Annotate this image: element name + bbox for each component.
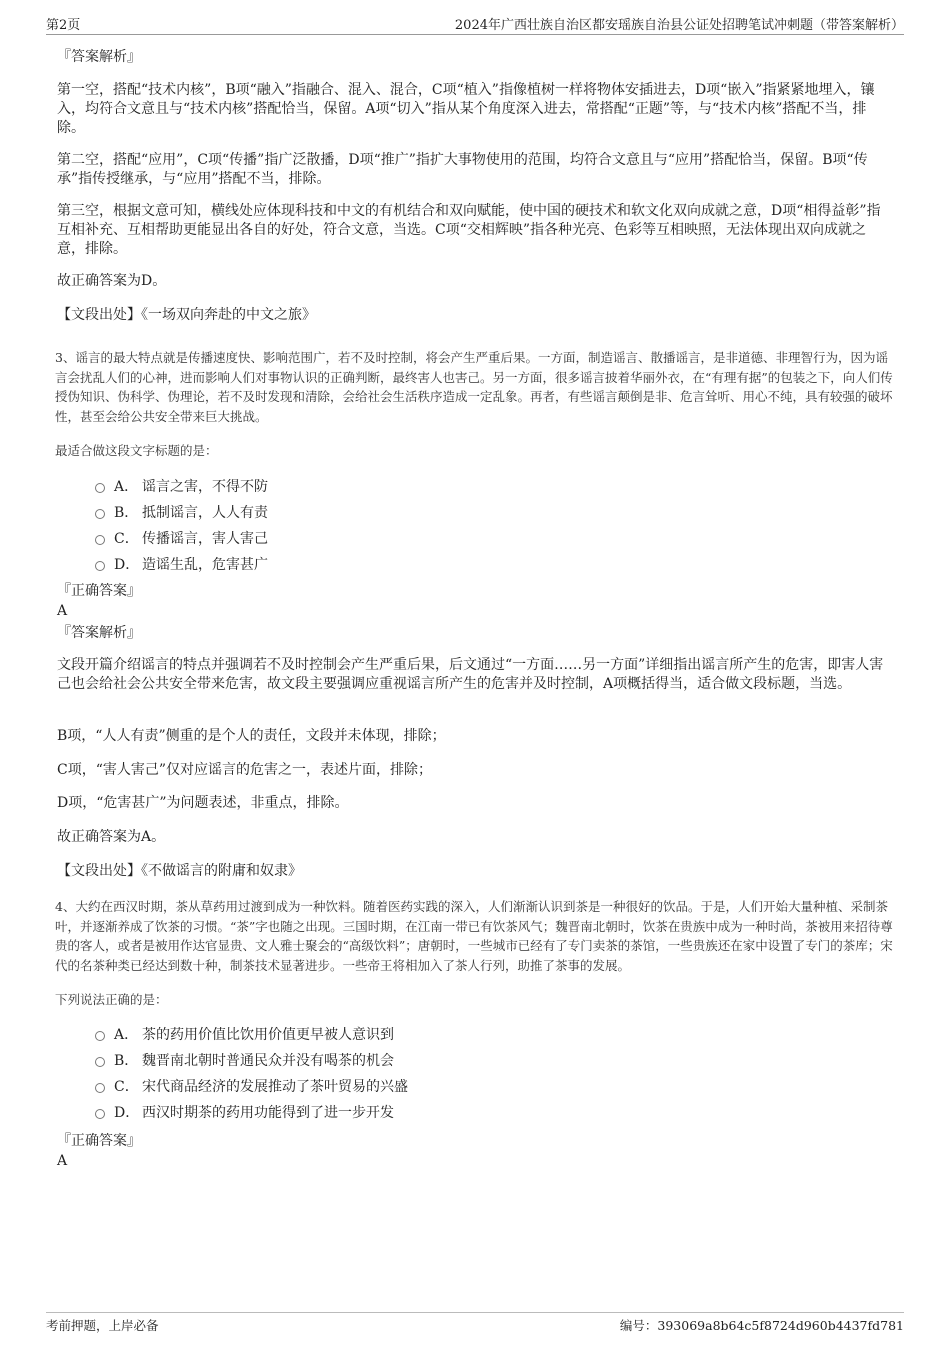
q3-passage: 3、谣言的最大特点就是传播速度快、影响范围广，若不及时控制，将会产生严重后果。一方面，制造谣言、散播谣言，是非道德、非理智行为，因为谣言会扰乱人们的心神，进而影响人们对事物认识的正确判断，最终害人也害己。另一方面，很多谣言披着华丽外衣，在“有理有据”的包装之下，向人们传授伪知识、伪科学、伪理论，若不及时发现和清除，会给社会生活秩序造成一定乱象。再者，有些谣言颠倒是非、危言耸听、用心不纯，具有较强的破坏性，甚至会给公共安全带来巨大挑战。 — [55, 350, 893, 424]
q3-answer-label: 『正确答案』 — [57, 583, 141, 599]
radio-icon[interactable] — [95, 1031, 105, 1041]
q4-option-a[interactable]: A． 茶的药用价值比饮用价值更早被人意识到 — [95, 1026, 394, 1045]
page-header — [46, 14, 904, 35]
q3-analysis-p4: D项，“危害甚广”为问题表述，非重点，排除。 — [57, 795, 349, 811]
q3-option-b[interactable]: B． 抵制谣言，人人有责 — [95, 504, 268, 523]
radio-icon[interactable] — [95, 483, 105, 493]
q2-analysis-label: 『答案解析』 — [57, 49, 141, 65]
q2-source: 【文段出处】《一场双向奔赴的中文之旅》 — [57, 307, 316, 323]
q2-analysis-p2: 第二空，搭配“应用”，C项“传播”指广泛散播，D项“推广”指扩大事物使用的范围，均符合文意且与“应用”搭配恰当，保留。B项“传承”指传授继承，与“应用”搭配不当，排除。 — [57, 152, 868, 187]
radio-icon[interactable] — [95, 535, 105, 545]
q4-option-b[interactable]: B． 魏晋南北朝时普通民众并没有喝茶的机会 — [95, 1052, 394, 1071]
q2-analysis-p1: 第一空，搭配“技术内核”，B项“融入”指融合、混入、混合，C项“植入”指像植树一样将物体安插进去，D项“嵌入”指紧紧地埋入，镶入，均符合文意且与“技术内核”搭配恰当，保留。A项“切入”指从某个角度深入进去，常搭配“正题”等，与“技术内核”搭配不当，排除。 — [57, 82, 875, 136]
q3-analysis-label: 『答案解析』 — [57, 625, 141, 641]
q3-option-a[interactable]: A． 谣言之害，不得不防 — [95, 478, 268, 497]
page-number: 第2页 — [46, 18, 81, 33]
page-footer — [46, 1312, 904, 1338]
q4-prompt: 下列说法正确的是： — [55, 992, 168, 1007]
radio-icon[interactable] — [95, 509, 105, 519]
q4-answer-label: 『正确答案』 — [57, 1133, 141, 1149]
document-id: 编号：393069a8b64c5f8724d960b4437fd781 — [619, 1318, 904, 1333]
q3-source: 【文段出处】《不做谣言的附庸和奴隶》 — [57, 863, 302, 879]
radio-icon[interactable] — [95, 1057, 105, 1067]
document-title: 2024年广西壮族自治区都安瑶族自治县公证处招聘笔试冲刺题（带答案解析） — [454, 18, 904, 33]
q3-analysis-p1: 文段开篇介绍谣言的特点并强调若不及时控制会产生严重后果，后文通过“一方面……另一方面”详细指出谣言所产生的危害，即害人害己也会给社会公共安全带来危害，故文段主要强调应重视谣言所产生的危害并及时控制，A项概括得当，适合做文段标题，当选。 — [57, 657, 884, 692]
q3-option-c[interactable]: C． 传播谣言，害人害己 — [95, 530, 268, 549]
q2-conclusion: 故正确答案为D。 — [57, 273, 167, 289]
radio-icon[interactable] — [95, 1083, 105, 1093]
q3-analysis-p3: C项，“害人害己”仅对应谣言的危害之一，表述片面，排除； — [57, 762, 433, 778]
radio-icon[interactable] — [95, 1109, 105, 1119]
q3-prompt: 最适合做这段文字标题的是： — [55, 443, 218, 458]
q4-answer: A — [57, 1153, 68, 1169]
footer-slogan: 考前押题，上岸必备 — [46, 1318, 159, 1333]
q3-answer: A — [57, 603, 68, 619]
q3-option-d[interactable]: D． 造谣生乱，危害甚广 — [95, 556, 268, 575]
q3-conclusion: 故正确答案为A。 — [57, 829, 166, 845]
radio-icon[interactable] — [95, 561, 105, 571]
q4-option-d[interactable]: D． 西汉时期茶的药用功能得到了进一步开发 — [95, 1104, 394, 1123]
q4-option-c[interactable]: C． 宋代商品经济的发展推动了茶叶贸易的兴盛 — [95, 1078, 408, 1097]
q4-passage: 4、大约在西汉时期，茶从草药用过渡到成为一种饮料。随着医药实践的深入，人们渐渐认识到茶是一种很好的饮品。于是，人们开始大量种植、采制茶叶，并逐渐养成了饮茶的习惯。“茶”字也随之出现。三国时期，在江南一带已有饮茶风气；魏晋南北朝时，饮茶在贵族中成为一种时尚，茶被用来招待尊贵的客人，或者是被用作达官显贵、文人雅士聚会的“高级饮料”；唐朝时，一些城市已经有了专门卖茶的茶馆，一些贵族还在家中设置了专门的茶库；宋代的名茶种类已经达到数十种，制茶技术显著进步。一些帝王将相加入了茶人行列，助推了茶事的发展。 — [55, 899, 893, 973]
q2-analysis-p3: 第三空，根据文意可知，横线处应体现科技和中文的有机结合和双向赋能，使中国的硬技术和软文化双向成就之意，D项“相得益彰”指互相补充、互相帮助更能显出各自的好处，符合文意，当选。C项“交相辉映”指各种光亮、色彩等互相映照，无法体现出双向成就之意，排除。 — [57, 203, 881, 257]
q3-analysis-p2: B项，“人人有责”侧重的是个人的责任，文段并未体现，排除； — [57, 728, 446, 744]
